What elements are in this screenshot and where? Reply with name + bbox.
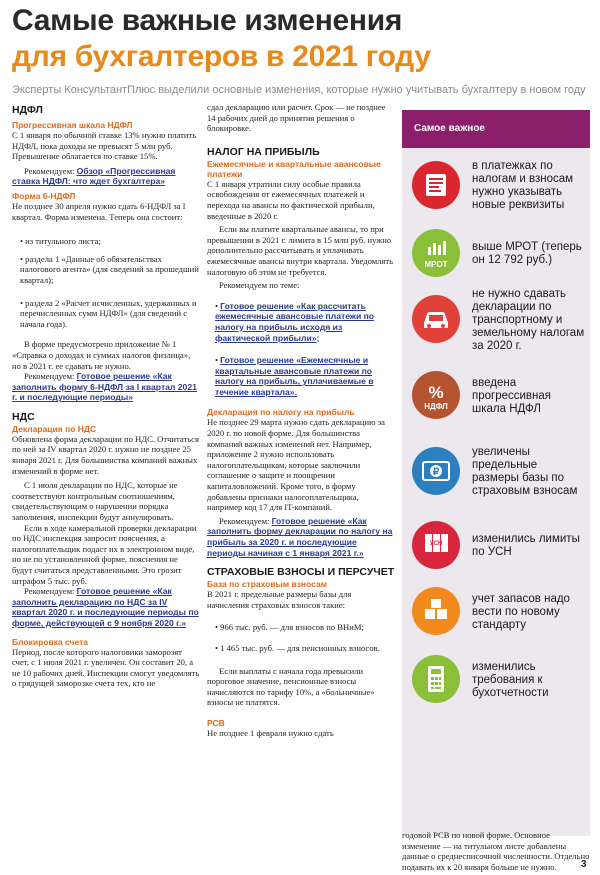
recommendation <box>12 371 200 403</box>
column-2 <box>207 102 395 739</box>
payment-icon <box>412 161 460 209</box>
subheading-profit-decl: Декларация по налогу на прибыль <box>207 407 355 418</box>
list-item: • из титульного листа; <box>20 236 101 247</box>
paragraph: Если в ходе камеральной проверки декларации по НДС инспекция запросит пояснения, а налогоплательщик подаст их в электронном виде, но не по установленной форме, пояснения не будут считаться представленными. Это грозит штрафом 5 тыс. руб. <box>12 522 197 586</box>
subheading-block: Блокировка счета <box>12 636 88 647</box>
icon-label: НДФЛ <box>424 402 448 411</box>
mrot-icon <box>412 229 460 277</box>
paragraph: Период, после которого налоговики заморозят счет, с 1 июля 2021 г. увеличен. Он составит 20, а не 10 рабочих дней. Инспекции смогут уведомлять о грядущей заморозке счета тех, кто не <box>12 646 200 689</box>
sidebar-item-text: изменились требования к бухотчетности <box>472 660 549 699</box>
sidebar-item-text: увеличены предельные размеры базы по страховым взносам <box>472 446 578 497</box>
paragraph: С 1 января по обычной ставке 13% нужно платить НДФЛ, пока доходы не превысят 5 млн руб. Превышение облагается по ставке 15%. <box>12 130 197 162</box>
paragraph: С 1 января утратили силу особые правила освобождения от ежемесячных платежей и перехода на авансы по фактической прибыли, введенные в 2020 г. <box>207 178 375 221</box>
link-nds[interactable]: Готовое решение «Как заполнить декларацию по НДС за IV квартал 2020 г. и последующие периоды по форме, действующей с 9 ноября 2020 г.» <box>12 586 199 628</box>
link-profit-1[interactable]: Готовое решение «Как рассчитать ежемесячные авансовые платежи по налогу на прибыль исходя из фактической прибыли»; <box>215 300 375 343</box>
link-ndfl-scale[interactable]: Обзор «Прогрессивная ставка НДФЛ: что ждет бухгалтера» <box>12 165 176 187</box>
recommendation <box>12 166 200 187</box>
page-number: 3 <box>581 859 587 870</box>
subheading-rsv: РСВ <box>207 717 225 728</box>
column-3 <box>402 830 590 872</box>
rec-label: Рекомендуем: <box>24 586 75 597</box>
list-item: • 1 465 тыс. руб. — для пенсионных взносов. <box>215 642 380 653</box>
link-profit-decl[interactable]: Готовое решение «Как заполнить форму декларации по налогу на прибыль за 2020 г. и последующие периоды начиная с 1 января 2021 г.» <box>207 515 393 558</box>
sidebar-item <box>402 440 590 504</box>
rec-label: Рекомендуем: <box>219 515 270 526</box>
subheading-nds-decl: Декларация по НДС <box>12 423 97 434</box>
recommendation <box>207 516 395 558</box>
section-title-ndfl: НДФЛ <box>12 104 43 116</box>
icon-label: УСН <box>429 541 443 547</box>
paragraph: С 1 июля декларации по НДС, которые не соответствуют контрольным соотношениям, свидетельствующим о нарушении порядка заполнения, инспекции будут аннулировать. <box>12 480 178 523</box>
sidebar-item <box>402 364 590 428</box>
subheading-profit-adv: Ежемесячные и квартальные авансовые платежи <box>207 158 381 179</box>
sidebar-item <box>402 514 590 578</box>
recommendation <box>12 586 200 628</box>
paragraph: Не позднее 30 апреля нужно сдать 6-НДФЛ за I квартал. Форма изменена. Теперь она состоит: <box>12 200 186 222</box>
subheading-form6: Форма 6-НДФЛ <box>12 190 76 201</box>
paragraph: сдал декларацию или расчет. Срок — не позднее 14 рабочих дней до принятия решения о блокировке. <box>207 102 386 134</box>
sidebar-heading: Самое важное <box>402 110 590 148</box>
sidebar-item-text: в платежках по налогам и взносам нужно указывать новые реквизиты <box>472 160 574 211</box>
rec-label: Рекомендуем: <box>24 165 75 176</box>
calculator-icon <box>412 655 460 703</box>
list-item: • Готовое решение «Как рассчитать ежемесячные авансовые платежи по налогу на прибыль исходя из фактической прибыли»; <box>215 300 375 343</box>
ruble-icon <box>412 447 460 495</box>
section-title-insurance: СТРАХОВЫЕ ВЗНОСЫ И ПЕРСУЧЕТ <box>207 566 395 579</box>
sidebar-item-text: учет запасов надо вести по новому стандарту <box>472 592 570 631</box>
sidebar-item-text: введена прогрессивная шкала НДФЛ <box>472 376 552 415</box>
page-title-accent: для бухгалтеров в 2021 году <box>12 40 431 73</box>
list-item: • раздела 2 «Расчет исчисленных, удержанных и перечисленных сумм НДФЛ» (для сведений с начала года). <box>20 297 197 329</box>
svg-text:%: % <box>428 383 444 402</box>
sidebar-item <box>402 288 590 352</box>
sidebar-item <box>402 222 590 286</box>
paragraph: Если выплаты с начала года превысили пороговое значение, пенсионные взносы начисляются по тарифу 10%, а «больничные» взносы не платятся. <box>207 665 375 708</box>
paragraph: Не позднее 1 февраля нужно сдать <box>207 727 334 738</box>
subheading-ndfl-scale: Прогрессивная шкала НДФЛ <box>12 120 133 130</box>
sidebar-item <box>402 154 590 218</box>
list-item: • 966 тыс. руб. — для взносов по ВНиМ; <box>215 622 364 633</box>
svg-text:₽: ₽ <box>432 467 440 478</box>
paragraph: В 2021 г. предельные размеры базы для начисления страховых взносов такие: <box>207 589 352 610</box>
ndfl-percent-icon <box>412 371 460 419</box>
sidebar-item-text: изменились лимиты по УСН <box>472 533 580 558</box>
paragraph: Обновлена форма декларации по НДС. Отчитаться по ней за IV квартал 2020 г. нужно не позднее 25 января 2021 г. Для большинства компаний важных изменений в форме нет. <box>12 433 199 476</box>
sidebar-item-text: выше МРОТ (теперь он 12 792 руб.) <box>472 241 582 266</box>
column-1 <box>12 102 200 689</box>
list-item: • Готовое решение «Ежемесячные и квартальные авансовые платежи по налогу на прибыль, уплачиваемые в течение квартала». <box>215 355 374 397</box>
sidebar-item <box>402 648 590 712</box>
icon-label: МРОТ <box>424 260 448 269</box>
page-title: Самые важные изменения <box>12 4 403 37</box>
paragraph: Не позднее 29 марта нужно сдать декларацию за 2020 г. по новой форме. Для большинства компаний важных изменений нет. Например, приложение 2 нужно использовать налогоплательщикам, которые заключили соглашение о защите и поощрении капиталовложений. Кроме того, в форму добавлены признаки налогоплательщика, например код 17 для IT-компаний. <box>207 417 385 513</box>
subheading-ins-base: База по страховым взносам <box>207 579 327 590</box>
paragraph: В форме предусмотрено приложение № 1 «Справка о доходах и суммах налогов физлица», но в 2021 г. ее сдавать не нужно. <box>12 339 191 371</box>
usn-folders-icon <box>412 521 460 569</box>
paragraph: годовой РСВ по новой форме. Основное изменение — на титульном листе добавлены данные о среднесписочной численности. Отдельно подавать их к 20 января больше не нужно. <box>402 830 590 872</box>
link-profit-2[interactable]: Готовое решение «Ежемесячные и квартальные авансовые платежи по налогу на прибыль, уплачиваемые в течение квартала». <box>215 355 374 397</box>
section-title-nds: НДС <box>12 410 35 423</box>
sidebar-item <box>402 580 590 644</box>
sidebar-item-text: не нужно сдавать декларации по транспортному и земельному налогам за 2020 г. <box>472 287 585 352</box>
page-subtitle: Эксперты КонсультантПлюс выделили основные изменения, которые нужно учитывать бухгалтеру в новом году <box>12 84 586 96</box>
link-form6[interactable]: Готовое решение «Как заполнить форму 6-НДФЛ за I квартал 2021 г. и последующие периоды» <box>12 371 197 403</box>
section-title-profit: НАЛОГ НА ПРИБЫЛЬ <box>207 145 320 158</box>
list-item: • раздела 1 «Данные об обязательствах налогового агента» (для сведений за прошедший квартал); <box>20 253 199 285</box>
paragraph: Рекомендуем по теме: <box>219 280 300 291</box>
rec-label: Рекомендуем: <box>24 371 75 382</box>
car-icon <box>412 295 460 343</box>
key-points-sidebar <box>402 110 590 836</box>
paragraph: Если вы платите квартальные авансы, то при превышении в 2021 г. лимита в 15 млн руб. нужно дополнительно рассчитывать и уплачивать ежемесячные авансы внутри квартала. Уведомлять налоговую об этом не требуется. <box>207 224 394 277</box>
boxes-icon <box>412 587 460 635</box>
